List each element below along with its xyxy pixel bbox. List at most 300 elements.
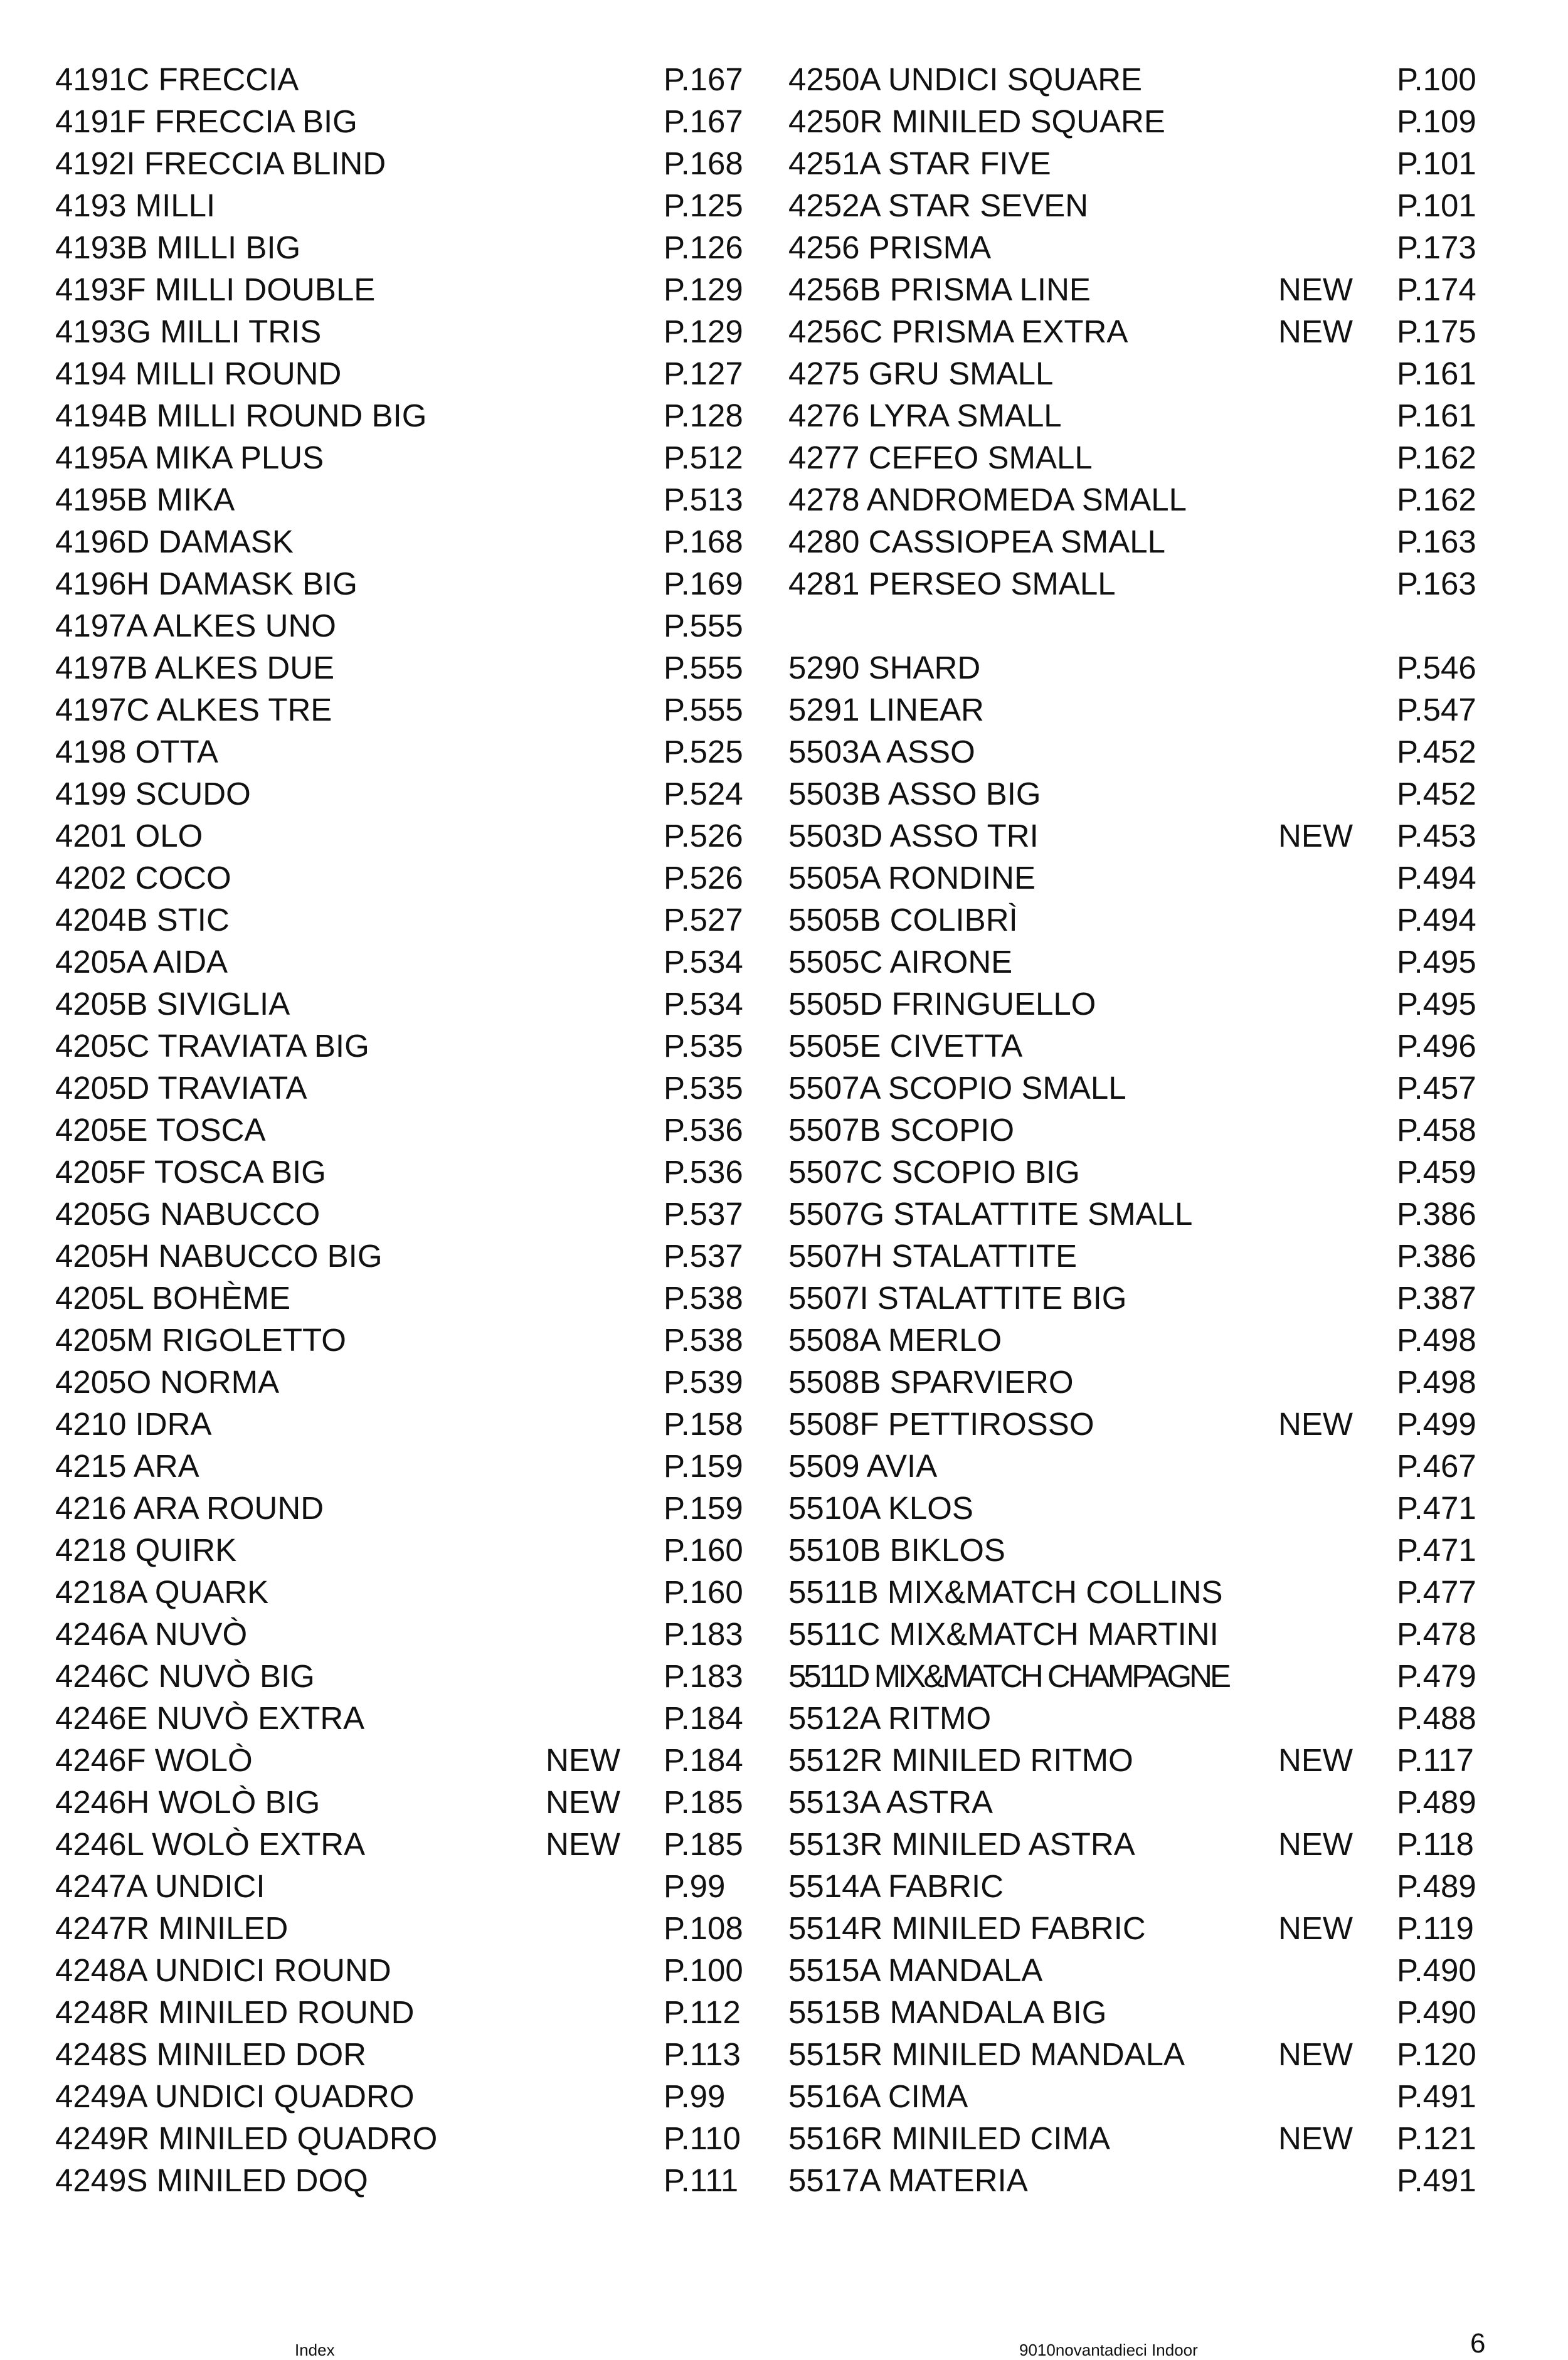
index-entry-name: 4281 PERSEO SMALL	[788, 566, 1116, 601]
index-entry-page: P.489	[1397, 1868, 1476, 1904]
index-entry	[55, 1445, 745, 1487]
index-entry-page: P.101	[1397, 188, 1476, 223]
index-entry	[788, 184, 1485, 226]
index-entry	[55, 1235, 745, 1277]
index-entry-name: 5505A RONDINE	[788, 860, 1036, 896]
index-entry-name: 4194 MILLI ROUND	[55, 356, 342, 391]
index-entry	[55, 479, 745, 521]
index-entry-page: P.496	[1397, 1028, 1476, 1064]
index-entry	[55, 1823, 745, 1865]
index-entry-name: 4195B MIKA	[55, 482, 235, 517]
index-entry-name: 5508B SPARVIERO	[788, 1364, 1074, 1400]
index-entry	[55, 605, 745, 647]
index-entry-page: P.185	[664, 1826, 743, 1862]
index-entry	[55, 1277, 745, 1319]
index-entry-name: 5503B ASSO BIG	[788, 776, 1041, 812]
index-entry-name: 4205L BOHÈME	[55, 1280, 291, 1316]
index-entry-page: P.535	[664, 1070, 743, 1106]
index-entry-name: 5505E CIVETTA	[788, 1028, 1023, 1064]
index-entry	[55, 268, 745, 310]
index-entry-page: P.458	[1397, 1112, 1476, 1148]
index-entry-name: 4246E NUVÒ EXTRA	[55, 1700, 365, 1736]
index-entry-name: 4246C NUVÒ BIG	[55, 1658, 315, 1694]
index-entry	[55, 2117, 745, 2159]
index-entry-page: P.535	[664, 1028, 743, 1064]
index-entry-page: P.513	[664, 482, 743, 517]
index-entry-page: P.527	[664, 902, 743, 938]
index-entry-page: P.537	[664, 1238, 743, 1274]
index-entry-page: P.160	[664, 1532, 743, 1568]
new-badge: NEW	[1278, 1826, 1353, 1862]
index-entry-name: 4199 SCUDO	[55, 776, 251, 812]
index-entry-page: P.183	[664, 1616, 743, 1652]
index-entry	[788, 899, 1485, 941]
index-entry-page: P.538	[664, 1322, 743, 1358]
index-entry	[55, 1907, 745, 1949]
index-entry	[55, 899, 745, 941]
index-entry-name: 4216 ARA ROUND	[55, 1490, 324, 1526]
index-entry-page: P.167	[664, 103, 743, 139]
footer-section-label: Index	[295, 2341, 335, 2359]
index-entry	[788, 1403, 1485, 1445]
index-entry-page: P.128	[664, 398, 743, 433]
index-entry-page: P.459	[1397, 1154, 1476, 1190]
index-entry-name: 5510A KLOS	[788, 1490, 973, 1526]
index-entry-page: P.538	[664, 1280, 743, 1316]
index-entry-page: P.536	[664, 1112, 743, 1148]
index-entry-name: 4246H WOLÒ BIG	[55, 1784, 320, 1820]
index-entry	[788, 1025, 1485, 1067]
index-entry-name: 4248R MINILED ROUND	[55, 1994, 415, 2030]
index-entry	[788, 815, 1485, 857]
index-entry	[55, 142, 745, 184]
index-entry	[55, 1571, 745, 1613]
index-entry	[55, 1403, 745, 1445]
index-entry-name: 4195A MIKA PLUS	[55, 440, 324, 475]
index-entry-page: P.491	[1397, 2162, 1476, 2198]
index-entry-name: 4193F MILLI DOUBLE	[55, 272, 376, 307]
index-entry-name: 5510B BIKLOS	[788, 1532, 1005, 1568]
index-entry-name: 4256 PRISMA	[788, 230, 992, 265]
index-entry-page: P.495	[1397, 986, 1476, 1022]
index-entry-page: P.499	[1397, 1406, 1476, 1442]
new-badge: NEW	[546, 1826, 620, 1862]
index-entry-page: P.109	[1397, 103, 1476, 139]
index-entry-page: P.386	[1397, 1196, 1476, 1232]
index-column-right	[788, 58, 1485, 2201]
index-entry-page: P.129	[664, 272, 743, 307]
index-entry	[55, 1865, 745, 1907]
index-entry-name: 4205O NORMA	[55, 1364, 280, 1400]
index-entry-name: 5509 AVIA	[788, 1448, 938, 1484]
index-entry-page: P.110	[664, 2120, 741, 2156]
index-entry-page: P.162	[1397, 482, 1476, 517]
index-entry-page: P.452	[1397, 734, 1476, 770]
index-entry	[55, 1949, 745, 1991]
index-entry-page: P.526	[664, 860, 743, 896]
index-entry-page: P.490	[1397, 1994, 1476, 2030]
index-entry-name: 4196D DAMASK	[55, 524, 294, 559]
index-entry-page: P.101	[1397, 146, 1476, 181]
index-entry-page: P.453	[1397, 818, 1476, 854]
index-entry-name: 4194B MILLI ROUND BIG	[55, 398, 427, 433]
index-entry-page: P.175	[1397, 314, 1476, 349]
index-entry-page: P.525	[664, 734, 743, 770]
index-entry	[788, 1739, 1485, 1781]
index-entry	[55, 1697, 745, 1739]
index-entry-name: 4246A NUVÒ	[55, 1616, 248, 1652]
index-entry-page: P.100	[664, 1952, 743, 1988]
index-entry-name: 5508F PETTIROSSO	[788, 1406, 1094, 1442]
index-entry-page: P.547	[1397, 692, 1476, 728]
index-entry	[788, 310, 1485, 352]
index-entry-page: P.108	[664, 1910, 743, 1946]
index-entry	[788, 1193, 1485, 1235]
index-entry-name: 5507C SCOPIO BIG	[788, 1154, 1080, 1190]
index-entry-name: 4192I FRECCIA BLIND	[55, 146, 386, 181]
index-entry-name: 4196H DAMASK BIG	[55, 566, 358, 601]
index-entry-page: P.100	[1397, 61, 1476, 97]
index-entry-name: 4202 COCO	[55, 860, 231, 896]
index-entry-name: 4191F FRECCIA BIG	[55, 103, 358, 139]
index-entry	[55, 773, 745, 815]
index-entry-page: P.479	[1397, 1658, 1476, 1694]
index-entry	[788, 437, 1485, 479]
index-entry-name: 4193G MILLI TRIS	[55, 314, 322, 349]
index-entry	[55, 1025, 745, 1067]
index-entry	[55, 2075, 745, 2117]
index-entry-page: P.158	[664, 1406, 743, 1442]
index-entry	[55, 352, 745, 394]
index-entry-page: P.163	[1397, 566, 1476, 601]
index-entry-page: P.534	[664, 986, 743, 1022]
index-entry	[788, 521, 1485, 563]
index-entry-name: 4246L WOLÒ EXTRA	[55, 1826, 366, 1862]
index-entry	[788, 1823, 1485, 1865]
index-entry-page: P.99	[664, 1868, 726, 1904]
index-entry-page: P.169	[664, 566, 743, 601]
index-entry-page: P.111	[664, 2162, 739, 2198]
index-entry-name: 4218A QUARK	[55, 1574, 269, 1610]
index-entry-name: 5505D FRINGUELLO	[788, 986, 1096, 1022]
index-entry-page: P.494	[1397, 860, 1476, 896]
index-entry	[788, 1319, 1485, 1361]
index-entry-page: P.159	[664, 1448, 743, 1484]
index-entry	[55, 1781, 745, 1823]
index-entry	[788, 1865, 1485, 1907]
index-entry-page: P.119	[1397, 1910, 1474, 1946]
index-entry	[788, 1991, 1485, 2033]
index-entry	[55, 983, 745, 1025]
index-entry	[55, 647, 745, 689]
new-badge: NEW	[1278, 272, 1353, 307]
index-entry-name: 4250R MINILED SQUARE	[788, 103, 1165, 139]
index-entry-name: 4215 ARA	[55, 1448, 199, 1484]
index-entry-page: P.163	[1397, 524, 1476, 559]
index-entry-name: 4256C PRISMA EXTRA	[788, 314, 1128, 349]
index-entry	[55, 1991, 745, 2033]
index-entry	[788, 1907, 1485, 1949]
index-entry-page: P.490	[1397, 1952, 1476, 1988]
new-badge: NEW	[1278, 818, 1353, 854]
index-entry-page: P.537	[664, 1196, 743, 1232]
index-entry-page: P.555	[664, 608, 743, 643]
index-entry-name: 4205E TOSCA	[55, 1112, 266, 1148]
index-entry-name: 4197C ALKES TRE	[55, 692, 332, 728]
index-entry-page: P.160	[664, 1574, 743, 1610]
index-entry	[788, 479, 1485, 521]
index-entry-page: P.168	[664, 146, 743, 181]
index-entry-page: P.173	[1397, 230, 1476, 265]
index-entry	[55, 1193, 745, 1235]
index-entry	[788, 1487, 1485, 1529]
index-entry-name: 5513R MINILED ASTRA	[788, 1826, 1135, 1862]
index-entry	[788, 1655, 1485, 1697]
index-entry	[55, 1529, 745, 1571]
index-entry	[55, 310, 745, 352]
index-entry	[55, 2159, 745, 2201]
index-entry-name: 5507H STALATTITE	[788, 1238, 1078, 1274]
index-entry-name: 4277 CEFEO SMALL	[788, 440, 1093, 475]
index-entry-name: 4197A ALKES UNO	[55, 608, 336, 643]
index-entry	[788, 605, 1485, 647]
index-entry-name: 5511C MIX&MATCH MARTINI	[788, 1616, 1219, 1652]
index-entry-page: P.167	[664, 61, 743, 97]
index-entry-page: P.457	[1397, 1070, 1476, 1106]
index-entry-name: 4249R MINILED QUADRO	[55, 2120, 438, 2156]
footer-page-number: 6	[1470, 2328, 1486, 2359]
index-entry-page: P.161	[1397, 398, 1476, 433]
index-entry	[55, 2033, 745, 2075]
index-entry	[55, 689, 745, 731]
index-entry	[788, 647, 1485, 689]
index-entry	[55, 1739, 745, 1781]
index-entry-name: 5515B MANDALA BIG	[788, 1994, 1107, 2030]
new-badge: NEW	[546, 1784, 620, 1820]
index-entry-name: 4248S MINILED DOR	[55, 2036, 367, 2072]
index-entry-name: 5514R MINILED FABRIC	[788, 1910, 1146, 1946]
index-entry-name: 4249A UNDICI QUADRO	[55, 2078, 415, 2114]
index-entry-name: 4275 GRU SMALL	[788, 356, 1054, 391]
index-entry-name: 4249S MINILED DOQ	[55, 2162, 368, 2198]
index-entry-name: 4248A UNDICI ROUND	[55, 1952, 391, 1988]
index-entry-name: 4251A STAR FIVE	[788, 146, 1051, 181]
index-entry-name: 5514A FABRIC	[788, 1868, 1004, 1904]
index-entry-name: 5515R MINILED MANDALA	[788, 2036, 1185, 2072]
index-entry-page: P.125	[664, 188, 743, 223]
index-entry-page: P.471	[1397, 1532, 1476, 1568]
index-entry	[788, 352, 1485, 394]
index-entry-page: P.478	[1397, 1616, 1476, 1652]
index-entry	[788, 58, 1485, 100]
index-entry-page: P.162	[1397, 440, 1476, 475]
index-entry-page: P.127	[664, 356, 743, 391]
index-entry-name: 5507B SCOPIO	[788, 1112, 1015, 1148]
index-entry-page: P.526	[664, 818, 743, 854]
index-entry	[788, 226, 1485, 268]
index-entry	[788, 2075, 1485, 2117]
index-entry	[788, 1235, 1485, 1277]
index-entry	[55, 1487, 745, 1529]
index-entry	[55, 563, 745, 605]
index-entry-page: P.536	[664, 1154, 743, 1190]
index-entry-name: 4205M RIGOLETTO	[55, 1322, 346, 1358]
index-entry-name: 4256B PRISMA LINE	[788, 272, 1091, 307]
new-badge: NEW	[1278, 314, 1353, 349]
index-entry	[788, 689, 1485, 731]
new-badge: NEW	[1278, 2120, 1353, 2156]
footer-brand: 9010novantadieci Indoor	[1019, 2341, 1198, 2359]
new-badge: NEW	[1278, 2036, 1353, 2072]
new-badge: NEW	[1278, 1742, 1353, 1778]
index-entry	[788, 2033, 1485, 2075]
index-entry	[55, 857, 745, 899]
index-entry	[55, 1109, 745, 1151]
index-entry	[55, 394, 745, 437]
index-entry	[55, 100, 745, 142]
index-entry-page: P.477	[1397, 1574, 1476, 1610]
index-entry-name: 5507G STALATTITE SMALL	[788, 1196, 1193, 1232]
index-entry-name: 5511D MIX&MATCH CHAMPAGNE	[788, 1658, 1229, 1694]
index-entry	[55, 437, 745, 479]
index-entry-name: 4205A AIDA	[55, 944, 228, 980]
index-entry-page: P.185	[664, 1784, 743, 1820]
index-entry-name: 5513A ASTRA	[788, 1784, 993, 1820]
index-entry-page: P.452	[1397, 776, 1476, 812]
new-badge: NEW	[546, 1742, 620, 1778]
index-entry-name: 5511B MIX&MATCH COLLINS	[788, 1574, 1223, 1610]
index-entry-page: P.555	[664, 650, 743, 685]
index-entry-page: P.524	[664, 776, 743, 812]
index-entry-page: P.184	[664, 1700, 743, 1736]
index-entry-name: 4247A UNDICI	[55, 1868, 265, 1904]
index-entry	[788, 2117, 1485, 2159]
index-entry-page: P.467	[1397, 1448, 1476, 1484]
index-entry	[788, 563, 1485, 605]
index-entry-name: 4201 OLO	[55, 818, 203, 854]
index-entry-page: P.539	[664, 1364, 743, 1400]
index-entry	[788, 1067, 1485, 1109]
index-entry-name: 4250A UNDICI SQUARE	[788, 61, 1143, 97]
index-entry-page: P.184	[664, 1742, 743, 1778]
index-entry	[788, 394, 1485, 437]
index-entry	[788, 1109, 1485, 1151]
index-entry-name: 4247R MINILED	[55, 1910, 289, 1946]
index-entry	[55, 58, 745, 100]
index-entry-page: P.112	[664, 1994, 741, 2030]
index-entry-name: 5507A SCOPIO SMALL	[788, 1070, 1126, 1106]
index-entry-name: 5516A CIMA	[788, 2078, 968, 2114]
index-entry-page: P.494	[1397, 902, 1476, 938]
index-entry-name: 4278 ANDROMEDA SMALL	[788, 482, 1187, 517]
index-entry-name: 5516R MINILED CIMA	[788, 2120, 1110, 2156]
index-entry-page: P.99	[664, 2078, 726, 2114]
index-entry-page: P.129	[664, 314, 743, 349]
index-entry	[788, 773, 1485, 815]
index-entry-page: P.491	[1397, 2078, 1476, 2114]
index-entry-page: P.120	[1397, 2036, 1476, 2072]
index-entry-name: 4205D TRAVIATA	[55, 1070, 307, 1106]
index-entry	[788, 1529, 1485, 1571]
index-entry-name: 4197B ALKES DUE	[55, 650, 335, 685]
index-entry-name: 5507I STALATTITE BIG	[788, 1280, 1127, 1316]
index-entry-name: 4280 CASSIOPEA SMALL	[788, 524, 1165, 559]
index-entry-name: 5517A MATERIA	[788, 2162, 1028, 2198]
index-entry-name: 4252A STAR SEVEN	[788, 188, 1089, 223]
index-entry-page: P.498	[1397, 1322, 1476, 1358]
index-entry-name: 5290 SHARD	[788, 650, 981, 685]
index-entry	[55, 226, 745, 268]
index-entry	[55, 815, 745, 857]
index-entry	[788, 1361, 1485, 1403]
index-entry	[788, 142, 1485, 184]
index-entry-name: 5505B COLIBRÌ	[788, 902, 1018, 938]
index-entry-name: 4218 QUIRK	[55, 1532, 237, 1568]
index-entry-page: P.546	[1397, 650, 1476, 685]
index-entry	[55, 1361, 745, 1403]
index-entry	[788, 1277, 1485, 1319]
index-entry-page: P.126	[664, 230, 743, 265]
index-entry-page: P.495	[1397, 944, 1476, 980]
index-entry-page: P.168	[664, 524, 743, 559]
index-entry	[55, 1319, 745, 1361]
index-entry-page: P.117	[1397, 1742, 1474, 1778]
index-entry	[788, 983, 1485, 1025]
index-entry-page: P.159	[664, 1490, 743, 1526]
index-entry-name: 5515A MANDALA	[788, 1952, 1043, 1988]
index-entry-name: 5508A MERLO	[788, 1322, 1002, 1358]
index-entry-page: P.118	[1397, 1826, 1474, 1862]
index-entry-page: P.113	[664, 2036, 741, 2072]
index-entry-page: P.121	[1397, 2120, 1476, 2156]
index-entry	[788, 1781, 1485, 1823]
index-entry-page: P.174	[1397, 272, 1476, 307]
index-entry	[788, 1445, 1485, 1487]
index-entry	[788, 1151, 1485, 1193]
index-entry-name: 5505C AIRONE	[788, 944, 1013, 980]
index-entry-page: P.488	[1397, 1700, 1476, 1736]
index-entry-name: 4205F TOSCA BIG	[55, 1154, 326, 1190]
new-badge: NEW	[1278, 1406, 1353, 1442]
index-entry-page: P.534	[664, 944, 743, 980]
index-entry-name: 4193 MILLI	[55, 188, 216, 223]
index-entry	[55, 941, 745, 983]
index-entry	[55, 731, 745, 773]
index-entry	[55, 1067, 745, 1109]
new-badge: NEW	[1278, 1910, 1353, 1946]
index-entry	[788, 2159, 1485, 2201]
index-entry-name: 4205B SIVIGLIA	[55, 986, 290, 1022]
index-entry-name: 5291 LINEAR	[788, 692, 984, 728]
index-entry	[788, 1697, 1485, 1739]
index-entry-page: P.489	[1397, 1784, 1476, 1820]
index-entry	[788, 1949, 1485, 1991]
index-entry	[788, 731, 1485, 773]
index-entry-name: 5512R MINILED RITMO	[788, 1742, 1133, 1778]
index-entry-name: 4198 OTTA	[55, 734, 218, 770]
index-entry-name: 5503A ASSO	[788, 734, 975, 770]
index-entry-name: 4205G NABUCCO	[55, 1196, 320, 1232]
index-entry	[788, 1613, 1485, 1655]
index-entry-name: 4246F WOLÒ	[55, 1742, 253, 1778]
index-entry-name: 5512A RITMO	[788, 1700, 992, 1736]
index-entry-name: 4204B STIC	[55, 902, 230, 938]
index-entry	[55, 1613, 745, 1655]
index-entry	[788, 1571, 1485, 1613]
index-entry-page: P.555	[664, 692, 743, 728]
index-entry-page: P.387	[1397, 1280, 1476, 1316]
index-entry-page: P.161	[1397, 356, 1476, 391]
